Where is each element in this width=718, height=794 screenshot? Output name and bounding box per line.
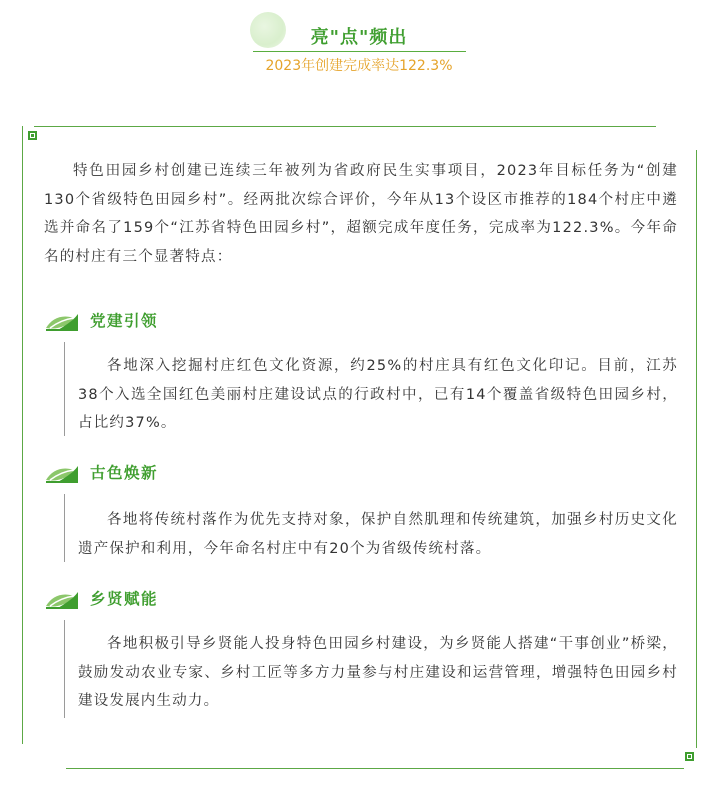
section-paragraph: 各地将传统村落作为优先支持对象，保护自然肌理和传统建筑，加强乡村历史文化遗产保护和利用，今年命名村庄中有20个为省级传统村落。: [78, 512, 678, 557]
frame-right-line: [696, 150, 697, 748]
leaf-icon: [44, 308, 80, 336]
page-title: 亮"点"频出: [310, 27, 408, 48]
frame-top-line: [34, 126, 656, 127]
section-side-bar: [64, 342, 65, 436]
section-paragraph: 各地深入挖掘村庄红色文化资源，约25%的村庄具有红色文化印记。目前，江苏38个入选全国红色美丽村庄建设试点的行政村中，已有14个覆盖省级特色田园乡村，占比约37%。: [78, 358, 678, 431]
frame-bottom-line: [66, 768, 684, 769]
corner-square-icon: [685, 752, 694, 761]
page-subtitle: 2023年创建完成率达122.3%: [265, 58, 453, 74]
header: [0, 0, 718, 90]
section-paragraph: 各地积极引导乡贤能人投身特色田园乡村建设，为乡贤能人搭建“干事创业”桥梁，鼓励发动农业专家、乡村工匠等多方力量参与村庄建设和运营管理，增强特色田园乡村建设发展内生动力。: [78, 636, 678, 709]
leaf-icon: [44, 460, 80, 488]
intro-paragraph: 特色田园乡村创建已连续三年被列为省政府民生实事项目，2023年目标任务为“创建130个省级特色田园乡村”。经两批次综合评价，今年从13个设区市推荐的184个村庄中遴选并命名了159个“江苏省特色田园乡村”，超额完成年度任务，完成率为122.3%。今年命名的村庄有三个显著特点：: [44, 163, 678, 265]
section-title: 乡贤赋能: [90, 590, 159, 608]
title-divider: [253, 51, 466, 52]
frame-left-line: [22, 126, 23, 744]
section-title: 古色焕新: [90, 464, 159, 482]
section-side-bar: [64, 494, 65, 562]
section-title: 党建引领: [90, 312, 159, 330]
corner-square-icon: [28, 131, 37, 140]
leaf-icon: [44, 586, 80, 614]
section-side-bar: [64, 620, 65, 718]
